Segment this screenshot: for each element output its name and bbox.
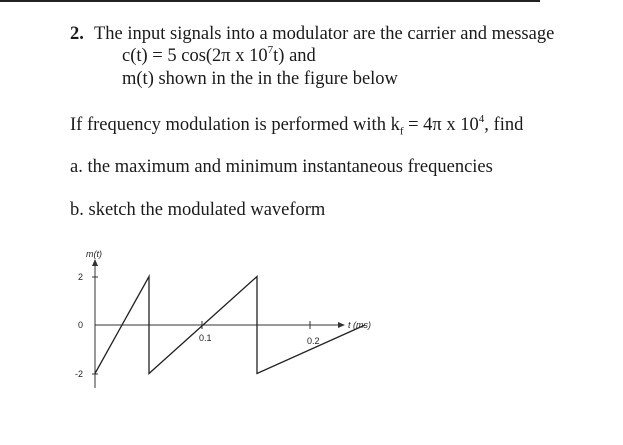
y-axis-label: m(t) — [86, 249, 102, 259]
question-intro: The input signals into a modulator are the carrier and message — [94, 24, 555, 44]
y-tick-label-2: 2 — [77, 272, 83, 282]
y-tick-label-0: 0 — [77, 320, 83, 330]
carrier-prefix: c(t) = 5 cos(2π x 10 — [122, 46, 268, 66]
y-axis-arrow — [92, 259, 98, 266]
x-tick-label-0-2: 0.2 — [307, 336, 320, 346]
condition-subscript: f — [399, 125, 404, 138]
part-a-text: the maximum and minimum instantaneous frequencies — [87, 157, 493, 177]
part-a-label: a. — [70, 157, 83, 177]
question-number: 2. — [70, 24, 84, 44]
part-a — [70, 156, 493, 178]
part-b — [70, 199, 325, 221]
message-description: m(t) shown in the in the figure below — [122, 69, 398, 89]
frequency-condition — [70, 114, 523, 136]
carrier-suffix: t) and — [273, 46, 316, 66]
y-tick-label-neg2: -2 — [74, 369, 83, 379]
x-tick-label-0-1: 0.1 — [199, 333, 212, 343]
carrier-exponent: 7 — [267, 43, 274, 56]
condition-middle: = 4π x 10 — [403, 115, 479, 135]
message-signal-chart — [55, 240, 395, 390]
x-axis-arrow — [338, 322, 345, 328]
condition-prefix: If frequency modulation is performed with k — [70, 115, 400, 135]
part-b-label: b. — [70, 200, 84, 220]
condition-suffix: , find — [484, 115, 524, 135]
part-b-text: sketch the modulated waveform — [88, 200, 326, 220]
x-axis-label: t (ms) — [348, 320, 371, 330]
top-divider — [0, 0, 540, 2]
carrier-equation — [122, 45, 316, 67]
condition-exponent: 4 — [478, 112, 485, 125]
